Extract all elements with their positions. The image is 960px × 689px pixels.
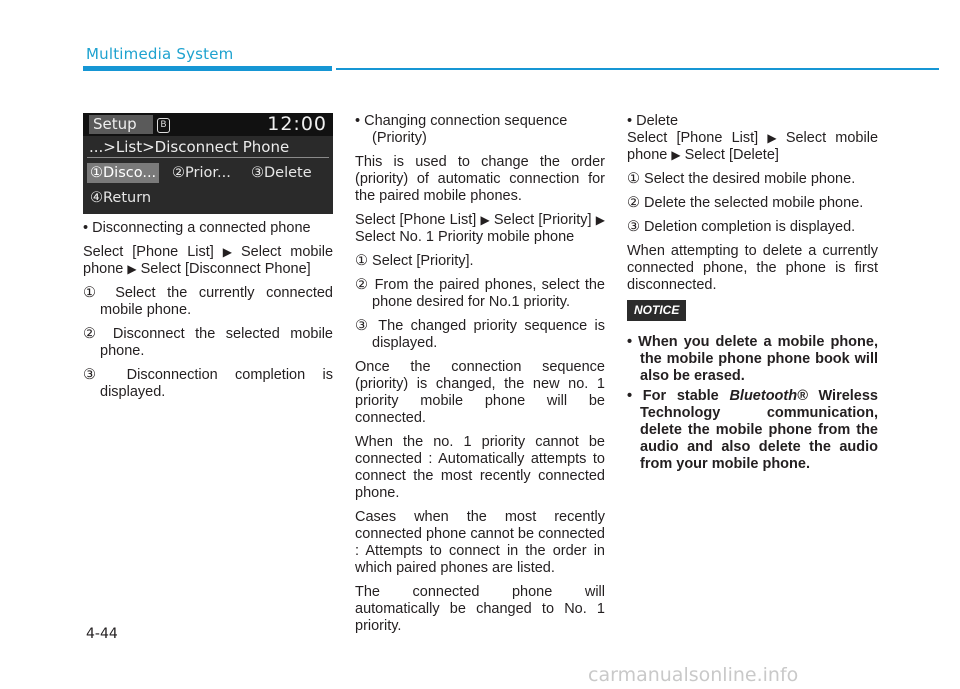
header-rule-thin [336, 68, 939, 70]
screen-top-bar [83, 113, 333, 136]
path-step: Select No. 1 Priority mobile phone [355, 229, 575, 245]
step-2: ② Disconnect the selected mobile phone. [83, 326, 333, 359]
column-disconnect [83, 220, 333, 408]
screen-title: Setup [89, 115, 153, 134]
notice-item [627, 388, 878, 473]
path-step: Select mobile phone [83, 244, 334, 277]
paragraph: When attempting to delete a currently connected phone, the phone is first disconnected. [627, 243, 878, 293]
path-step: Select [Priority] [493, 212, 592, 228]
notice-badge: NOTICE [627, 300, 686, 321]
screen-breadcrumb: ...>List>Disconnect Phone [89, 138, 290, 156]
path-step: Select mobile phone [627, 130, 879, 163]
paragraph: The connected phone will automatically be changed to No. 1 priority. [355, 584, 605, 634]
step-1: ① Select [Priority]. [355, 253, 474, 269]
arrow-right-icon: ▶ [595, 213, 605, 227]
step-2: ② From the paired phones, select the phone desired for No.1 priority. [355, 277, 605, 310]
screen-option-delete[interactable]: ③Delete [251, 165, 312, 181]
arrow-right-icon: ▶ [127, 262, 137, 276]
menu-path-delete [627, 130, 878, 164]
head-unit-screen [83, 113, 333, 214]
bullet-delete: • Delete [627, 113, 679, 129]
header-rule-thick [83, 66, 332, 71]
bullet-priority: • Changing connection sequence (Priority) [355, 113, 568, 146]
path-step: Select [Phone List] [627, 130, 759, 146]
step-1: ① Select the currently connected mobile phone. [83, 285, 333, 318]
step-3: ③ Disconnection completion is displayed. [83, 367, 333, 400]
menu-path-disconnect [83, 244, 333, 278]
arrow-right-icon: ▶ [480, 213, 490, 227]
path-step: Select [Phone List] [83, 244, 214, 260]
priority-description: This is used to change the order (priority) of automatic connection for the paired mobile phones. [355, 154, 605, 204]
bluetooth-brand: Bluetooth® [729, 388, 808, 404]
page-number: 4-44 [86, 626, 118, 642]
arrow-right-icon: ▶ [671, 148, 681, 162]
screen-option-priority[interactable]: ②Prior... [172, 165, 231, 181]
section-title: Multimedia System [86, 45, 234, 63]
step-1: ① Select the desired mobile phone. [627, 171, 856, 187]
bullet-disconnect: • Disconnecting a connected phone [83, 220, 311, 236]
paragraph: Cases when the most recently connected phone cannot be connected : Attempts to connect in the order in which paired phones are listed. [355, 509, 605, 576]
arrow-right-icon: ▶ [767, 131, 777, 145]
paragraph: When the no. 1 priority cannot be connected : Automatically attempts to connect the most recently connected phone. [355, 434, 605, 501]
step-3: ③ The changed priority sequence is displayed. [355, 318, 605, 351]
path-step: Select [Phone List] [355, 212, 477, 228]
screen-divider [87, 157, 329, 158]
step-3: ③ Deletion completion is displayed. [627, 219, 856, 235]
path-step: Select [Delete] [684, 147, 779, 163]
screen-option-disconnect[interactable]: ①Disco... [87, 163, 159, 183]
notice-item: • When you delete a mobile phone, the mobile phone phone book will also be erased. [627, 334, 878, 384]
path-step: Select [Disconnect Phone] [140, 261, 311, 277]
paragraph: Once the connection sequence (priority) is changed, the new no. 1 priority mobile phone will be connected. [355, 359, 605, 426]
column-delete [627, 113, 878, 473]
watermark: carmanualsonline.info [588, 664, 799, 686]
notice-text: • For stable [627, 388, 730, 404]
screen-option-return[interactable]: ④Return [90, 190, 152, 206]
arrow-right-icon: ▶ [222, 245, 233, 259]
menu-path-priority [355, 212, 605, 246]
step-2: ② Delete the selected mobile phone. [627, 195, 864, 211]
column-priority [355, 113, 605, 642]
screen-clock: 12:00 [267, 113, 327, 135]
notice-text: Wireless Technology communication, delete the mobile phone from the audio and also delete the audio from your mobile phone. [640, 388, 878, 472]
bluetooth-icon: B [157, 118, 170, 133]
